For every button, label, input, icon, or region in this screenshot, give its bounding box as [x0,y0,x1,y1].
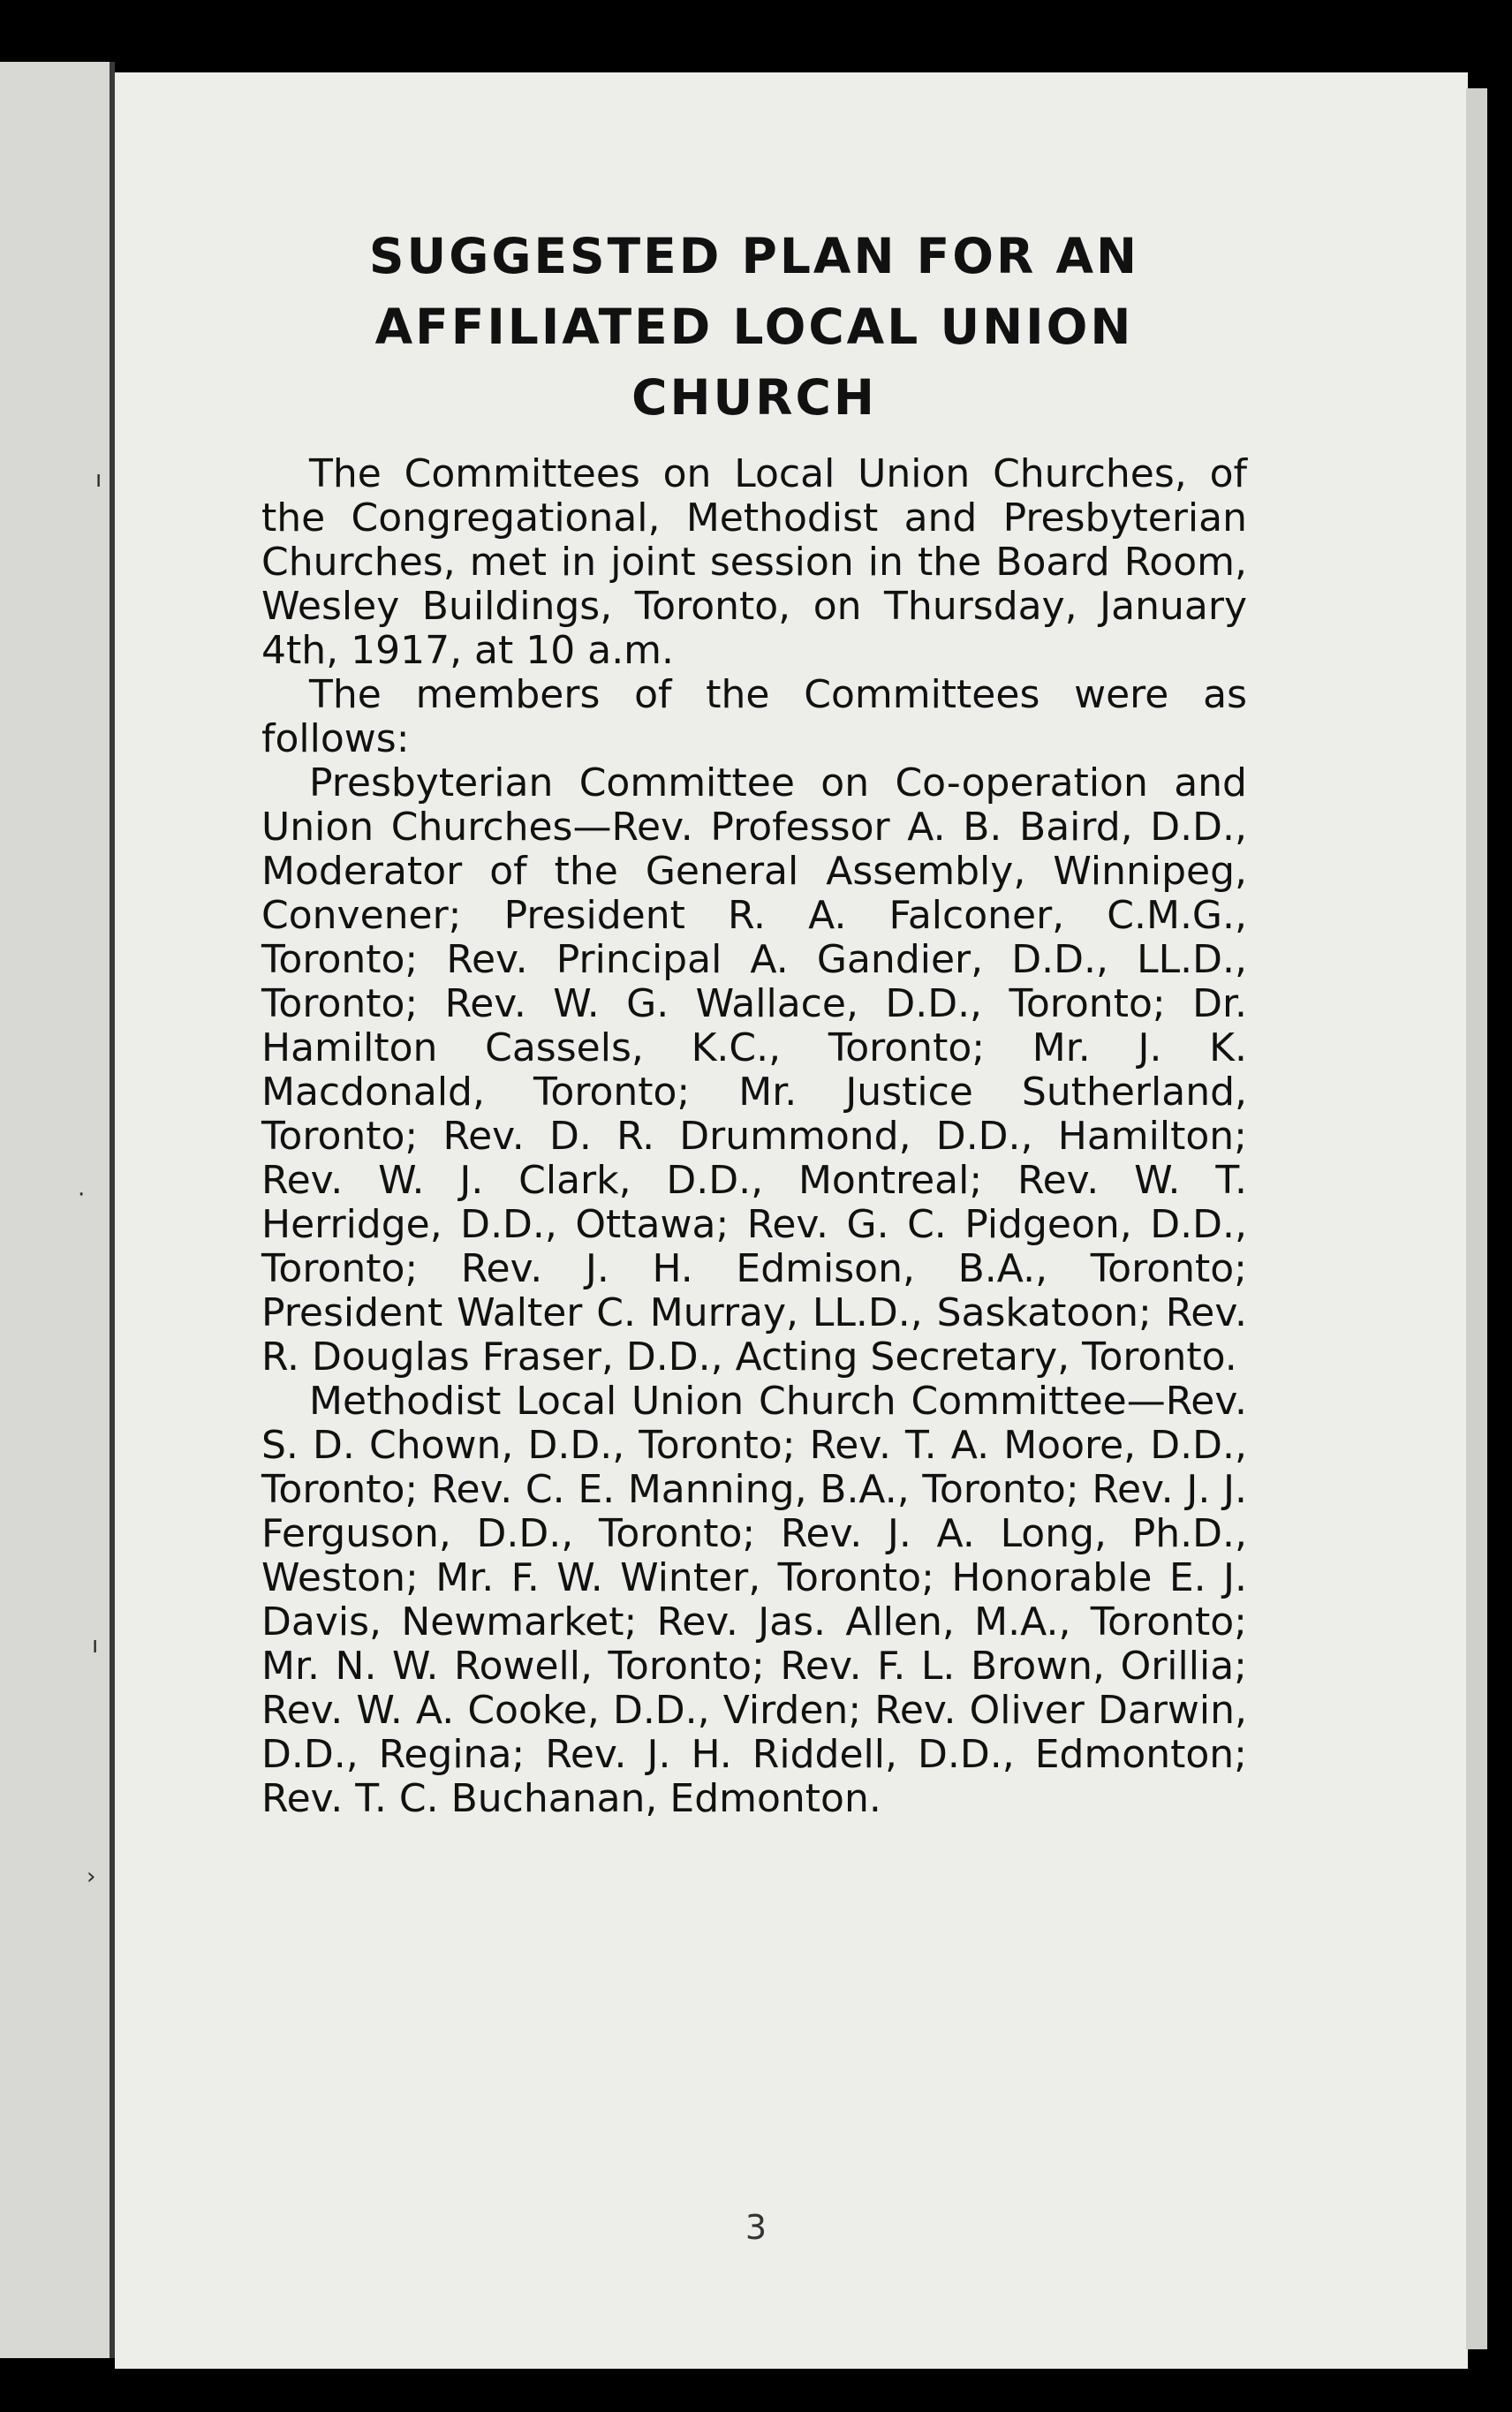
paragraph-members-intro: The members of the Committees were as follows: [261,672,1247,761]
title-line: SUGGESTED PLAN FOR AN [368,228,1140,284]
paragraph-presbyterian-committee: Presbyterian Committee on Co-operation and Union Churches—Rev. Professor A. B. Baird, D.D., Moderator of the General Assembly, Winnipeg, Convener; President R. A. Falconer, C.M.G., Toronto; Rev. Principal A. Gandier, D.D., LL.D., Toronto; Rev. W. G. Wallace, D.D., Toronto; Dr. Hamilton Cassels, K.C., Toronto; Mr. J. K. Macdonald, Toronto; Mr. Justice Sutherland, Toronto; Rev. D. R. Drummond, D.D., Hamilton; Rev. W. J. Clark, D.D., Montreal; Rev. W. T. Herridge, D.D., Ottawa; Rev. G. C. Pidgeon, D.D., Toronto; Rev. J. H. Edmison, B.A., Toronto; President Walter C. Murray, LL.D., Saskatoon; Rev. R. Douglas Fraser, D.D., Acting Secretary, Toronto. [261,760,1247,1380]
margin-mark: · [78,1182,86,1208]
page-number: 3 [745,2208,767,2247]
book-spine [110,62,115,2358]
title-line: CHURCH [631,369,877,426]
page-content [261,221,1247,1821]
page-title [261,221,1247,433]
paragraph-meeting-intro: The Committees on Local Union Churches, of the Congregational, Methodist and Presbyterian Churches, met in joint session in the Board Room, Wesley Buildings, Toronto, on Thursday, January 4th, 1917, at 10 a.m. [261,451,1247,673]
left-page-gutter [0,62,113,2358]
margin-mark: ı [92,1632,99,1659]
margin-mark: › [87,1864,96,1890]
title-line: AFFILIATED LOCAL UNION [374,299,1134,355]
margin-mark: ı [95,466,102,493]
paragraph-methodist-committee: Methodist Local Union Church Committee—Rev. S. D. Chown, D.D., Toronto; Rev. T. A. Moore, D.D., Toronto; Rev. C. E. Manning, B.A., Toronto; Rev. J. J. Ferguson, D.D., Toronto; Rev. J. A. Long, Ph.D., Weston; Mr. F. W. Winter, Toronto; Honorable E. J. Davis, Newmarket; Rev. Jas. Allen, M.A., Toronto; Mr. N. W. Rowell, Toronto; Rev. F. L. Brown, Orillia; Rev. W. A. Cooke, D.D., Virden; Rev. Oliver Darwin, D.D., Regina; Rev. J. H. Riddell, D.D., Edmonton; Rev. T. C. Buchanan, Edmonton. [261,1379,1247,1821]
page-edge [1466,88,1487,2349]
